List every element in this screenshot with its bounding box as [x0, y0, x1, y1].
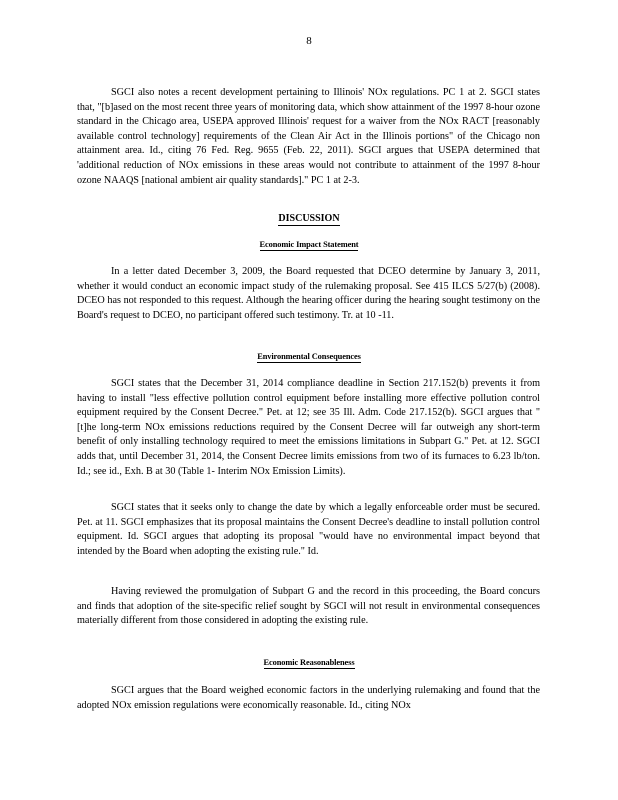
heading-environmental-consequences: Environmental Consequences [257, 352, 361, 361]
paragraph-compliance-deadline [77, 377, 540, 479]
page-number: 8 [306, 35, 312, 47]
paragraph-nox-regulations [77, 86, 540, 188]
heading-economic-impact-statement: Economic Impact Statement [259, 240, 359, 249]
paragraph-legally-enforceable-order [77, 501, 540, 559]
paragraph-economic-impact [77, 265, 540, 323]
paragraph-text: SGCI also notes a recent development pertaining to Illinois' NOx regulations. PC 1 at 2. SGCI states that, "[b]ased on the most recent three years of monitoring data, which show attainment of the 1997 8-hour ozone standard in the Chicago area, USEPA approved Illinois' request for a waiver from the NOx RACT [reasonably available control technology] requirements of the Clean Air Act in the Illinois portions" of the Chicago non attainment area. Id., citing 76 Fed. Reg. 9655 (Feb. 22, 2011). SGCI argues that USEPA determined that 'additional reduction of NOx emissions in these areas would not contribute to attainment of the 1997 8-hour ozone NAAQS [national ambient air quality standards]." PC 1 at 2-3. [77, 87, 540, 186]
paragraph-economic-reasonableness [77, 684, 540, 713]
paragraph-text: SGCI argues that the Board weighed economic factors in the underlying rulemaking and found that the adopted NOx emission regulations were economically reasonable. Id., citing NOx [77, 685, 540, 711]
paragraph-text: Having reviewed the promulgation of Subpart G and the record in this proceeding, the Board concurs and finds that adoption of the site-specific relief sought by SGCI will not result in environmental consequences materially different from those considered in adopting the existing rule. [77, 586, 540, 627]
heading-discussion: DISCUSSION [278, 213, 340, 224]
paragraph-text: In a letter dated December 3, 2009, the Board requested that DCEO determine by January 3, 2011, whether it would conduct an economic impact study of the rulemaking proposal. See 415 ILCS 5/27(b) (2008). DCEO has not responded to this request. Although the hearing officer during the hearing sought testimony on the Board's request to DCEO, no participant offered such testimony. Tr. at 10 -11. [77, 266, 540, 321]
paragraph-board-concurs [77, 585, 540, 629]
heading-economic-reasonableness: Economic Reasonableness [263, 658, 355, 667]
paragraph-text: SGCI states that it seeks only to change the date by which a legally enforceable order must be secured. Pet. at 11. SGCI emphasizes that its proposal maintains the Consent Decree's deadline to install pollution control equipment. Id. SGCI argues that adopting its proposal "would have no environmental impact beyond that intended by the Board when adopting the existing rule." Id. [77, 502, 540, 557]
paragraph-text: SGCI states that the December 31, 2014 compliance deadline in Section 217.152(b) prevents it from having to install "less effective pollution control equipment before installing more effective pollution control equipment required by the Consent Decree." Pet. at 12; see 35 Ill. Adm. Code 217.152(b). SGCI argues that "[t]he long-term NOx emissions reductions required by the Consent Decree will far outweigh any short-term benefit of only installing technology required to meet the emissions limitations in Subpart G." Pet. at 12. SGCI adds that, until December 31, 2014, the Consent Decree limits emissions from two of its furnaces to 6.23 lb/ton. Id.; see id., Exh. B at 30 (Table 1- Interim NOx Emission Limits). [77, 378, 540, 477]
